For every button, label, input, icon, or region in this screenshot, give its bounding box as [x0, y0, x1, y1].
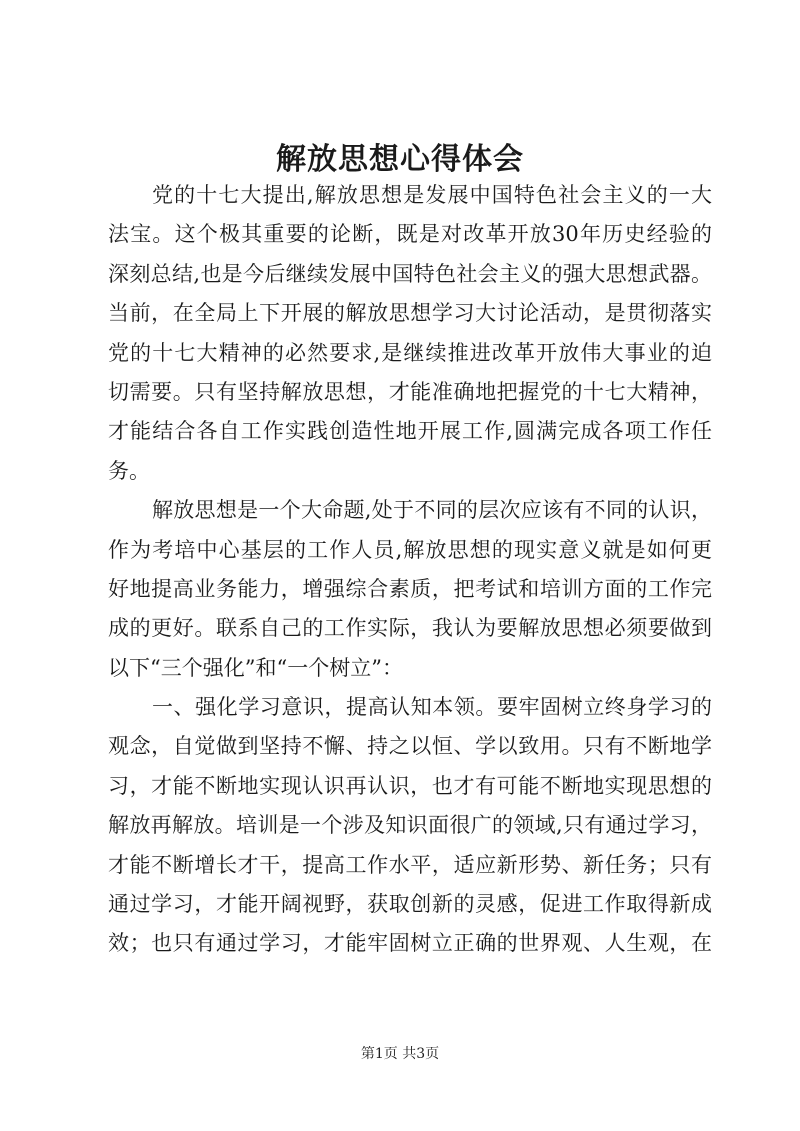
paragraph-line: 观念，自觉做到坚持不懈、持之以恒、学以致用。只有不断地学 — [108, 734, 712, 759]
paragraph-line: 才能不断增长才干，提高工作水平，适应新形势、新任务；只有 — [108, 852, 712, 877]
paragraph-line: 解放再解放。培训是一个涉及知识面很广的领域,只有通过学习， — [108, 813, 712, 838]
paragraph-line: 通过学习，才能开阔视野，获取创新的灵感，促进工作取得新成 — [108, 892, 712, 917]
paragraph-line: 深刻总结,也是今后继续发展中国特色社会主义的强大思想武器。 — [108, 261, 712, 286]
paragraph-line: 党的十七大提出,解放思想是发展中国特色社会主义的一大 — [152, 183, 712, 207]
paragraph-line: 党的十七大精神的必然要求,是继续推进改革开放伟大事业的迫 — [108, 340, 712, 365]
paragraph-line: 解放思想是一个大命题,处于不同的层次应该有不同的认识， — [152, 498, 712, 523]
paragraph-line: 作为考培中心基层的工作人员,解放思想的现实意义就是如何更 — [108, 537, 712, 562]
paragraph-line: 才能结合各自工作实践创造性地开展工作,圆满完成各项工作任 — [108, 419, 712, 444]
paragraph-line: 法宝。这个极其重要的论断，既是对改革开放30年历史经验的 — [108, 222, 712, 247]
paragraph-line: 务。 — [108, 458, 150, 483]
document-body — [108, 176, 712, 964]
paragraph-line: 以下“三个强化”和“一个树立”： — [108, 655, 403, 680]
page-footer: 第1页 共3页 — [360, 1046, 440, 1062]
paragraph-line: 习，才能不断地实现认识再认识，也才有可能不断地实现思想的 — [108, 773, 712, 798]
paragraph — [108, 491, 712, 688]
paragraph-line: 一、强化学习意识，提高认知本领。要牢固树立终身学习的 — [152, 695, 712, 720]
paragraph-line: 切需要。只有坚持解放思想，才能准确地把握党的十七大精神， — [108, 379, 712, 404]
paragraph — [108, 688, 712, 964]
paragraph-line: 成的更好。联系自己的工作实际，我认为要解放思想必须要做到 — [108, 616, 712, 641]
paragraph — [108, 176, 712, 491]
paragraph-line: 效；也只有通过学习，才能牢固树立正确的世界观、人生观，在 — [108, 931, 712, 956]
paragraph-line: 当前，在全局上下开展的解放思想学习大讨论活动，是贯彻落实 — [108, 301, 712, 326]
document-title: 解放思想心得体会 — [276, 142, 524, 177]
paragraph-line: 好地提高业务能力，增强综合素质，把考试和培训方面的工作完 — [108, 576, 712, 601]
